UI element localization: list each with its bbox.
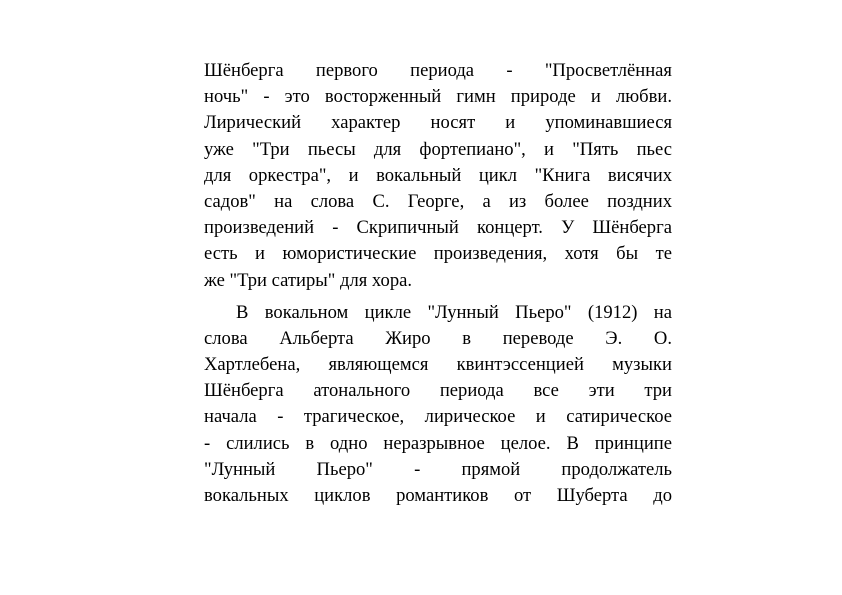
- text-line: "Лунный Пьеро" - прямой продолжатель: [204, 458, 672, 480]
- text-line: слова Альберта Жиро в переводе Э. О.: [204, 327, 672, 349]
- text-line: есть и юмористические произведения, хотя бы те: [204, 243, 672, 265]
- paragraph-2: [204, 300, 672, 510]
- text-line: Шёнберга первого периода - "Просветлённая: [204, 60, 672, 81]
- text-line: садов" на слова С. Георге, а из более поздних: [204, 190, 672, 212]
- text-line: ночь" - это восторженный гимн природе и любви.: [204, 86, 672, 108]
- text-line: произведений - Скрипичный концерт. У Шёнберга: [204, 217, 672, 239]
- body-text: [204, 58, 672, 509]
- text-line: для оркестра", и вокальный цикл "Книга висячих: [204, 164, 672, 186]
- text-line: уже "Три пьесы для фортепиано", и "Пять пьес: [204, 138, 672, 160]
- text-line: В вокальном цикле "Лунный Пьеро" (1912) на: [236, 301, 672, 323]
- text-line: вокальных циклов романтиков от Шуберта до: [204, 485, 672, 506]
- text-line: же "Три сатиры" для хора.: [204, 269, 413, 291]
- text-line: - слились в одно неразрывное целое. В принципе: [204, 432, 672, 454]
- text-line: Лирический характер носят и упоминавшиеся: [204, 112, 672, 134]
- paragraph-1: [204, 58, 672, 294]
- text-line: Шёнберга атонального периода все эти три: [204, 380, 672, 402]
- text-line: Хартлебена, являющемся квинтэссенцией музыки: [204, 354, 672, 376]
- text-line: начала - трагическое, лирическое и сатирическое: [204, 406, 672, 428]
